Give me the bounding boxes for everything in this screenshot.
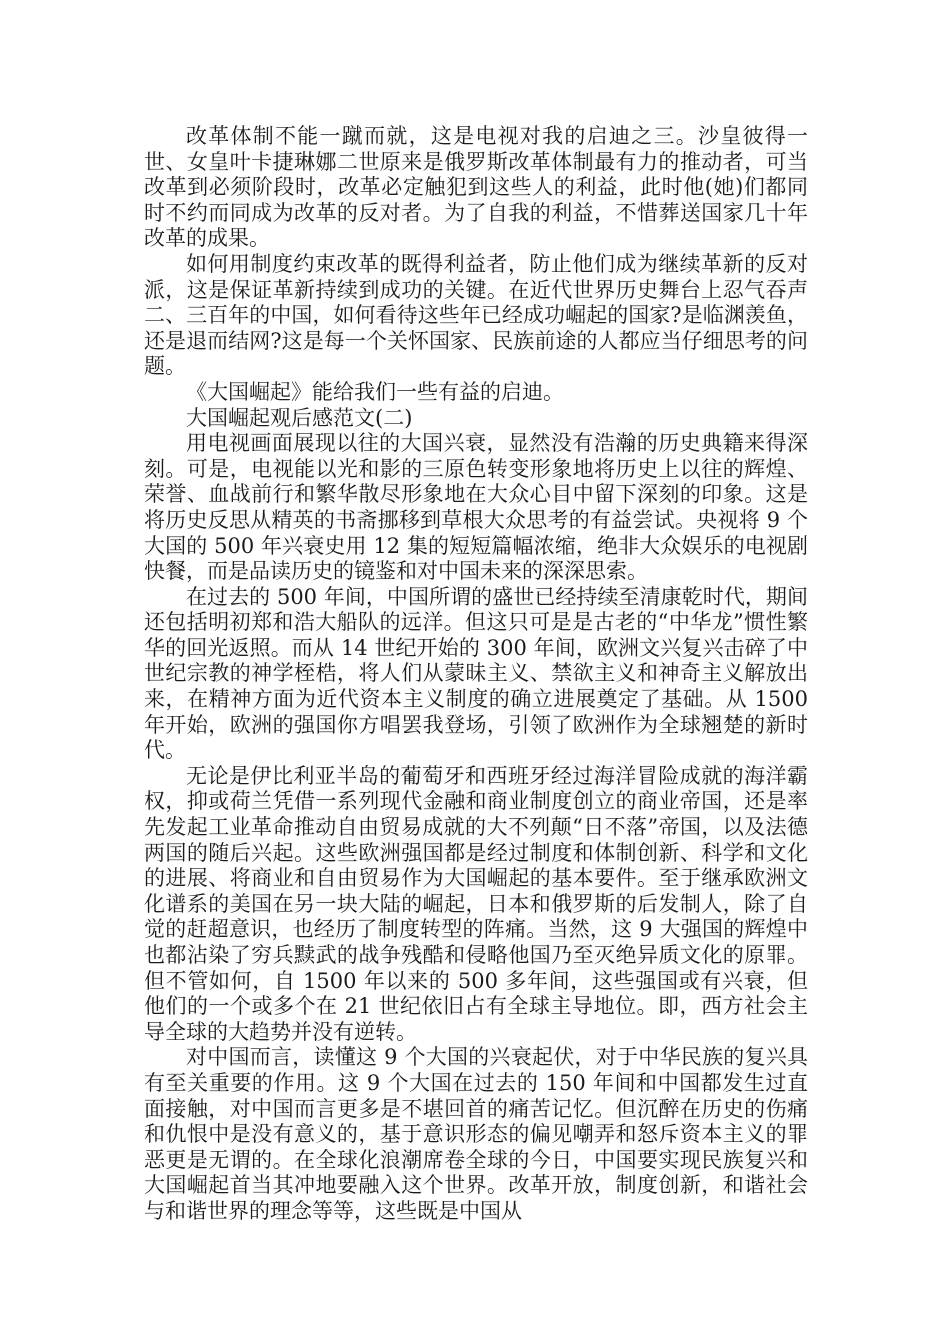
section-heading: 大国崛起观后感范文(二) (186, 405, 413, 430)
paragraph-enlightenment: 《大国崛起》能给我们一些有益的启迪。 (186, 379, 564, 404)
paragraph-500-years: 在过去的 500 年间，中国所谓的盛世已经持续至清康乾时代，期间还包括明初郑和浩大船队的远洋。但这只可是是古老的“中华龙”惯性繁华的回光返照。而从 14 世纪开始的 300 年间，欧洲文兴复兴击碎了中世纪宗教的神学桎梏，将人们从蒙昧主义、禁欲主义和神奇主义解放出来，在精神方面为近代资本主义制度的确立进展奠定了基础。从 1500 年开始，欧洲的强国你方唱罢我登场，引领了欧洲作为全球翘楚的新时代。 (144, 584, 808, 763)
paragraph-tv-history: 用电视画面展现以往的大国兴衰，显然没有浩瀚的历史典籍来得深刻。可是，电视能以光和影的三原色转变形象地将历史上以往的辉煌、荣誉、血战前行和繁华散尽形象地在大众心目中留下深刻的印象。这是将历史反思从精英的书斋挪移到草根大众思考的有益尝试。央视将 9 个大国的 500 年兴衰史用 12 集的短短篇幅浓缩，绝非大众娱乐的电视剧快餐，而是品读历史的镜鉴和对中国未来的深深思索。 (144, 431, 808, 584)
paragraph-china-lessons: 对中国而言，读懂这 9 个大国的兴衰起伏，对于中华民族的复兴具有至关重要的作用。这 9 个大国在过去的 150 年间和中国都发生过直面接触，对中国而言更多是不堪回首的痛苦记忆。但沉醉在历史的伤痛和仇恨中是没有意义的，基于意识形态的偏见嘲弄和怒斥资本主义的罪恶更是无谓的。在全球化浪潮席卷全球的今日，中国要实现民族复兴和大国崛起首当其冲地要融入这个世界。改革开放，制度创新，和谐社会与和谐世界的理念等等，这些既是中国从 (144, 1045, 808, 1223)
paragraph-reform-obstacles: 改革体制不能一蹴而就，这是电视对我的启迪之三。沙皇彼得一世、女皇叶卡捷琳娜二世原来是俄罗斯改革体制最有力的推动者，可当改革到必须阶段时，改革必定触犯到这些人的利益，此时他(她)们都同时不约而同成为改革的反对者。为了自我的利益，不惜葬送国家几十年改革的成果。 (144, 124, 808, 251)
paragraph-vested-interests: 如何用制度约束改革的既得利益者，防止他们成为继续革新的反对派，这是保证革新持续到成功的关键。在近代世界历史舞台上忍气吞声二、三百年的中国，如何看待这些年已经成功崛起的国家?是临渊羡鱼，还是退而结网?这是每一个关怀国家、民族前途的人都应当仔细思考的问题。 (144, 251, 808, 379)
paragraph-european-powers: 无论是伊比利亚半岛的葡萄牙和西班牙经过海洋冒险成就的海洋霸权，抑或荷兰凭借一系列现代金融和商业制度创立的商业帝国，还是率先发起工业革命推动自由贸易成就的大不列颠“日不落”帝国，以及法德两国的随后兴起。这些欧洲强国都是经过制度和体制创新、科学和文化的进展、将商业和自由贸易作为大国崛起的基本要件。至于继承欧洲文化谱系的美国在另一块大陆的崛起，日本和俄罗斯的后发制人，除了自觉的赶超意识，也经历了制度转型的阵痛。当然，这 9 大强国的辉煌中也都沾染了穷兵黩武的战争残酷和侵略他国乃至灭绝异质文化的原罪。但不管如何，自 1500 年以来的 500 多年间，这些强国或有兴衰，但他们的一个或多个在 21 世纪依旧占有全球主导地位。即，西方社会主导全球的大趋势并没有逆转。 (144, 763, 808, 1044)
document-body (144, 124, 808, 1225)
